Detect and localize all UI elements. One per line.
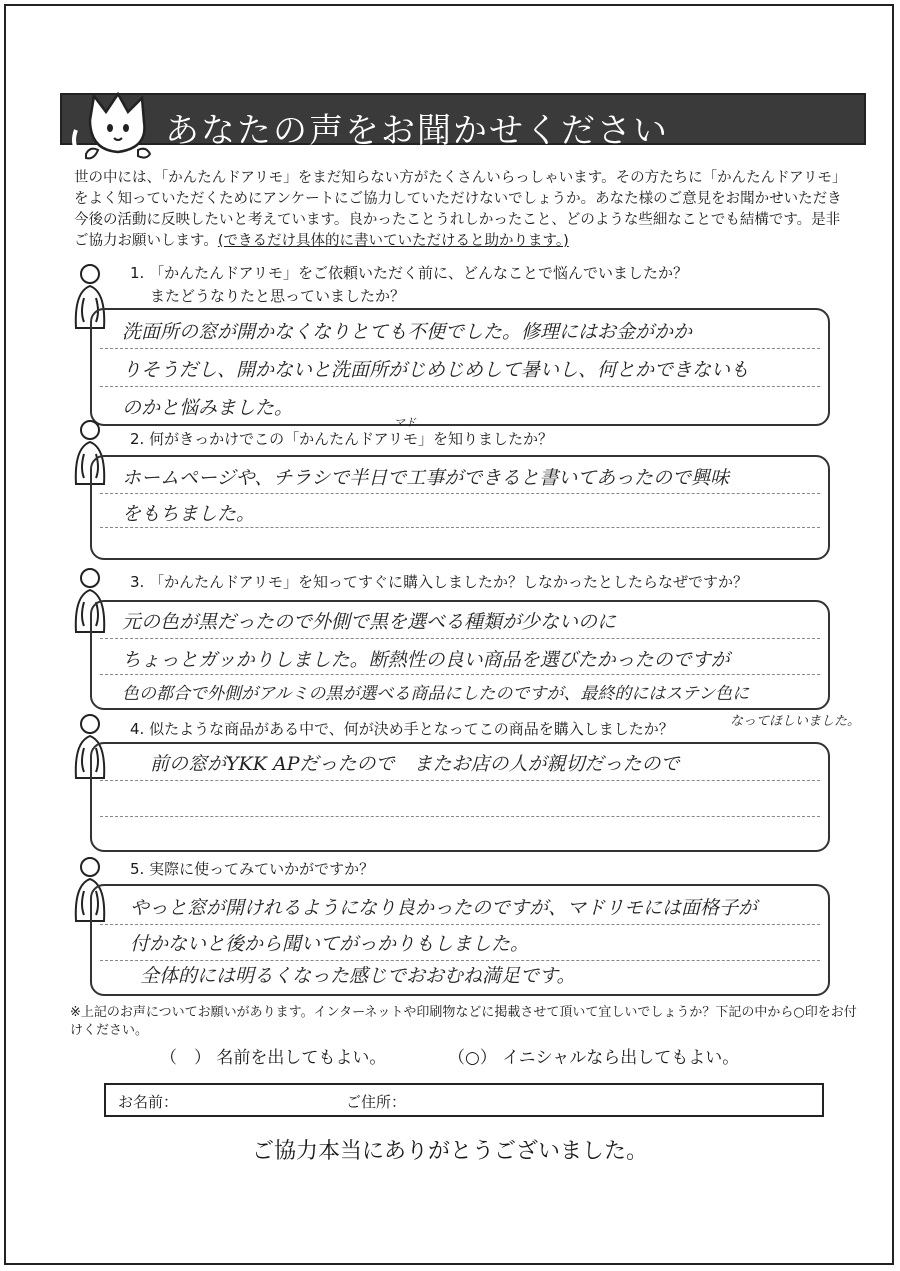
question-1: [130, 262, 688, 284]
question-3: [130, 571, 748, 593]
address-label: ご住所：: [346, 1093, 407, 1111]
answer-3-line-1: 元の色が黒だったので外側で黒を選べる種類が少ないのに: [122, 611, 617, 633]
question-number: 5.: [130, 860, 145, 878]
question-text: 「かんたんドアリモ」を知ってすぐに購入しましたか？しなかったとしたらなぜですか？: [149, 573, 749, 591]
question-1-line2: またどうなりたと思っていましたか？: [150, 287, 406, 305]
handwritten-correction: マド: [394, 416, 416, 429]
question-number: 4.: [130, 720, 145, 738]
question-5: [130, 858, 374, 880]
question-text: 実際に使ってみていかがですか？: [149, 860, 375, 878]
question-number: 2.: [130, 430, 145, 448]
question-2: [130, 428, 553, 450]
answer-5-line-2: 付かないと後から聞いてがっかりもしました。: [130, 933, 530, 955]
choice-initial-label: イニシャルなら出してもよい。: [502, 1048, 740, 1068]
thanks-message: ご協力本当にありがとうございました。: [251, 1139, 648, 1164]
answer-1-line-2: りそうだし、開かないと洗面所がじめじめして暑いし、何とかできないも: [122, 359, 750, 381]
intro-text: 世の中には、「かんたんドアリモ」をまだ知らない方がたくさんいらっしゃいます。その方たちに「かんたんドアリモ」をよく知っていただくためにアンケートにご協力していただけないでしょうか。あなた様のご意見をお聞かせいただき今後の活動に反映したいと考えています。良かったことうれしかったこと、どのような些細なことでも結構です。是非ご協力お願いします。: [74, 170, 847, 249]
answer-3-line-2: ちょっとガッかりしました。断熱性の良い商品を選びたかったのですが: [122, 649, 730, 671]
answer-3-overflow: なってほしいました。: [730, 714, 861, 729]
consent-note: ※上記のお声についてお願いがあります。インターネットや印刷物などに掲載させて頂いて宜しいでしょうか？下記の中から○印をお付けください。: [70, 1005, 857, 1038]
question-4: [130, 718, 674, 740]
choice-name[interactable]: [160, 1043, 386, 1068]
answer-1-line-1: 洗面所の窓が開かなくなりとても不便でした。修理にはお金がかか: [122, 321, 693, 343]
answer-1-line-3: のかと悩みました。: [122, 397, 294, 419]
question-text: 「かんたんドアリモ」をご依頼いただく前に、どんなことで悩んでいましたか？: [149, 264, 689, 282]
name-address-box: [104, 1083, 824, 1117]
choice-initial[interactable]: [448, 1043, 739, 1068]
answer-2-line-2: をもちました。: [122, 503, 256, 525]
cat-mascot-icon: [68, 90, 168, 162]
name-label: お名前：: [118, 1093, 179, 1111]
answer-4-line-1: 前の窓がYKK APだったので またお店の人が親切だったので: [150, 753, 680, 775]
intro-emphasis: (できるだけ具体的に書いていただけると助かります。): [217, 233, 569, 249]
question-text: 似たような商品がある中で、何が決め手となってこの商品を購入しましたか？: [149, 720, 674, 738]
answer-5-line-3: 全体的には明るくなった感じでおおむね満足です。: [140, 965, 576, 987]
question-text: 何がきっかけでこの「かんたんドアリモ」を知りましたか？: [149, 430, 554, 448]
answer-5-line-1: やっと窓が開けれるようになり良かったのですが、マドリモには面格子が: [130, 897, 758, 919]
choice-name-label: 名前を出してもよい。: [216, 1048, 387, 1068]
answer-3-line-3: 色の都合で外側がアルミの黒が選べる商品にしたのですが、最終的にはステン色に: [122, 684, 750, 704]
question-number: 1.: [130, 264, 145, 282]
page-title: あなたの声をお聞かせください: [165, 111, 669, 151]
answer-2-line-1: ホームページや、チラシで半日で工事ができると書いてあったので興味: [122, 467, 730, 489]
choice-name-mark[interactable]: （ ）: [160, 1048, 211, 1068]
intro-paragraph: [74, 168, 854, 252]
question-number: 3.: [130, 573, 145, 591]
choice-initial-mark[interactable]: （○）: [448, 1048, 497, 1068]
